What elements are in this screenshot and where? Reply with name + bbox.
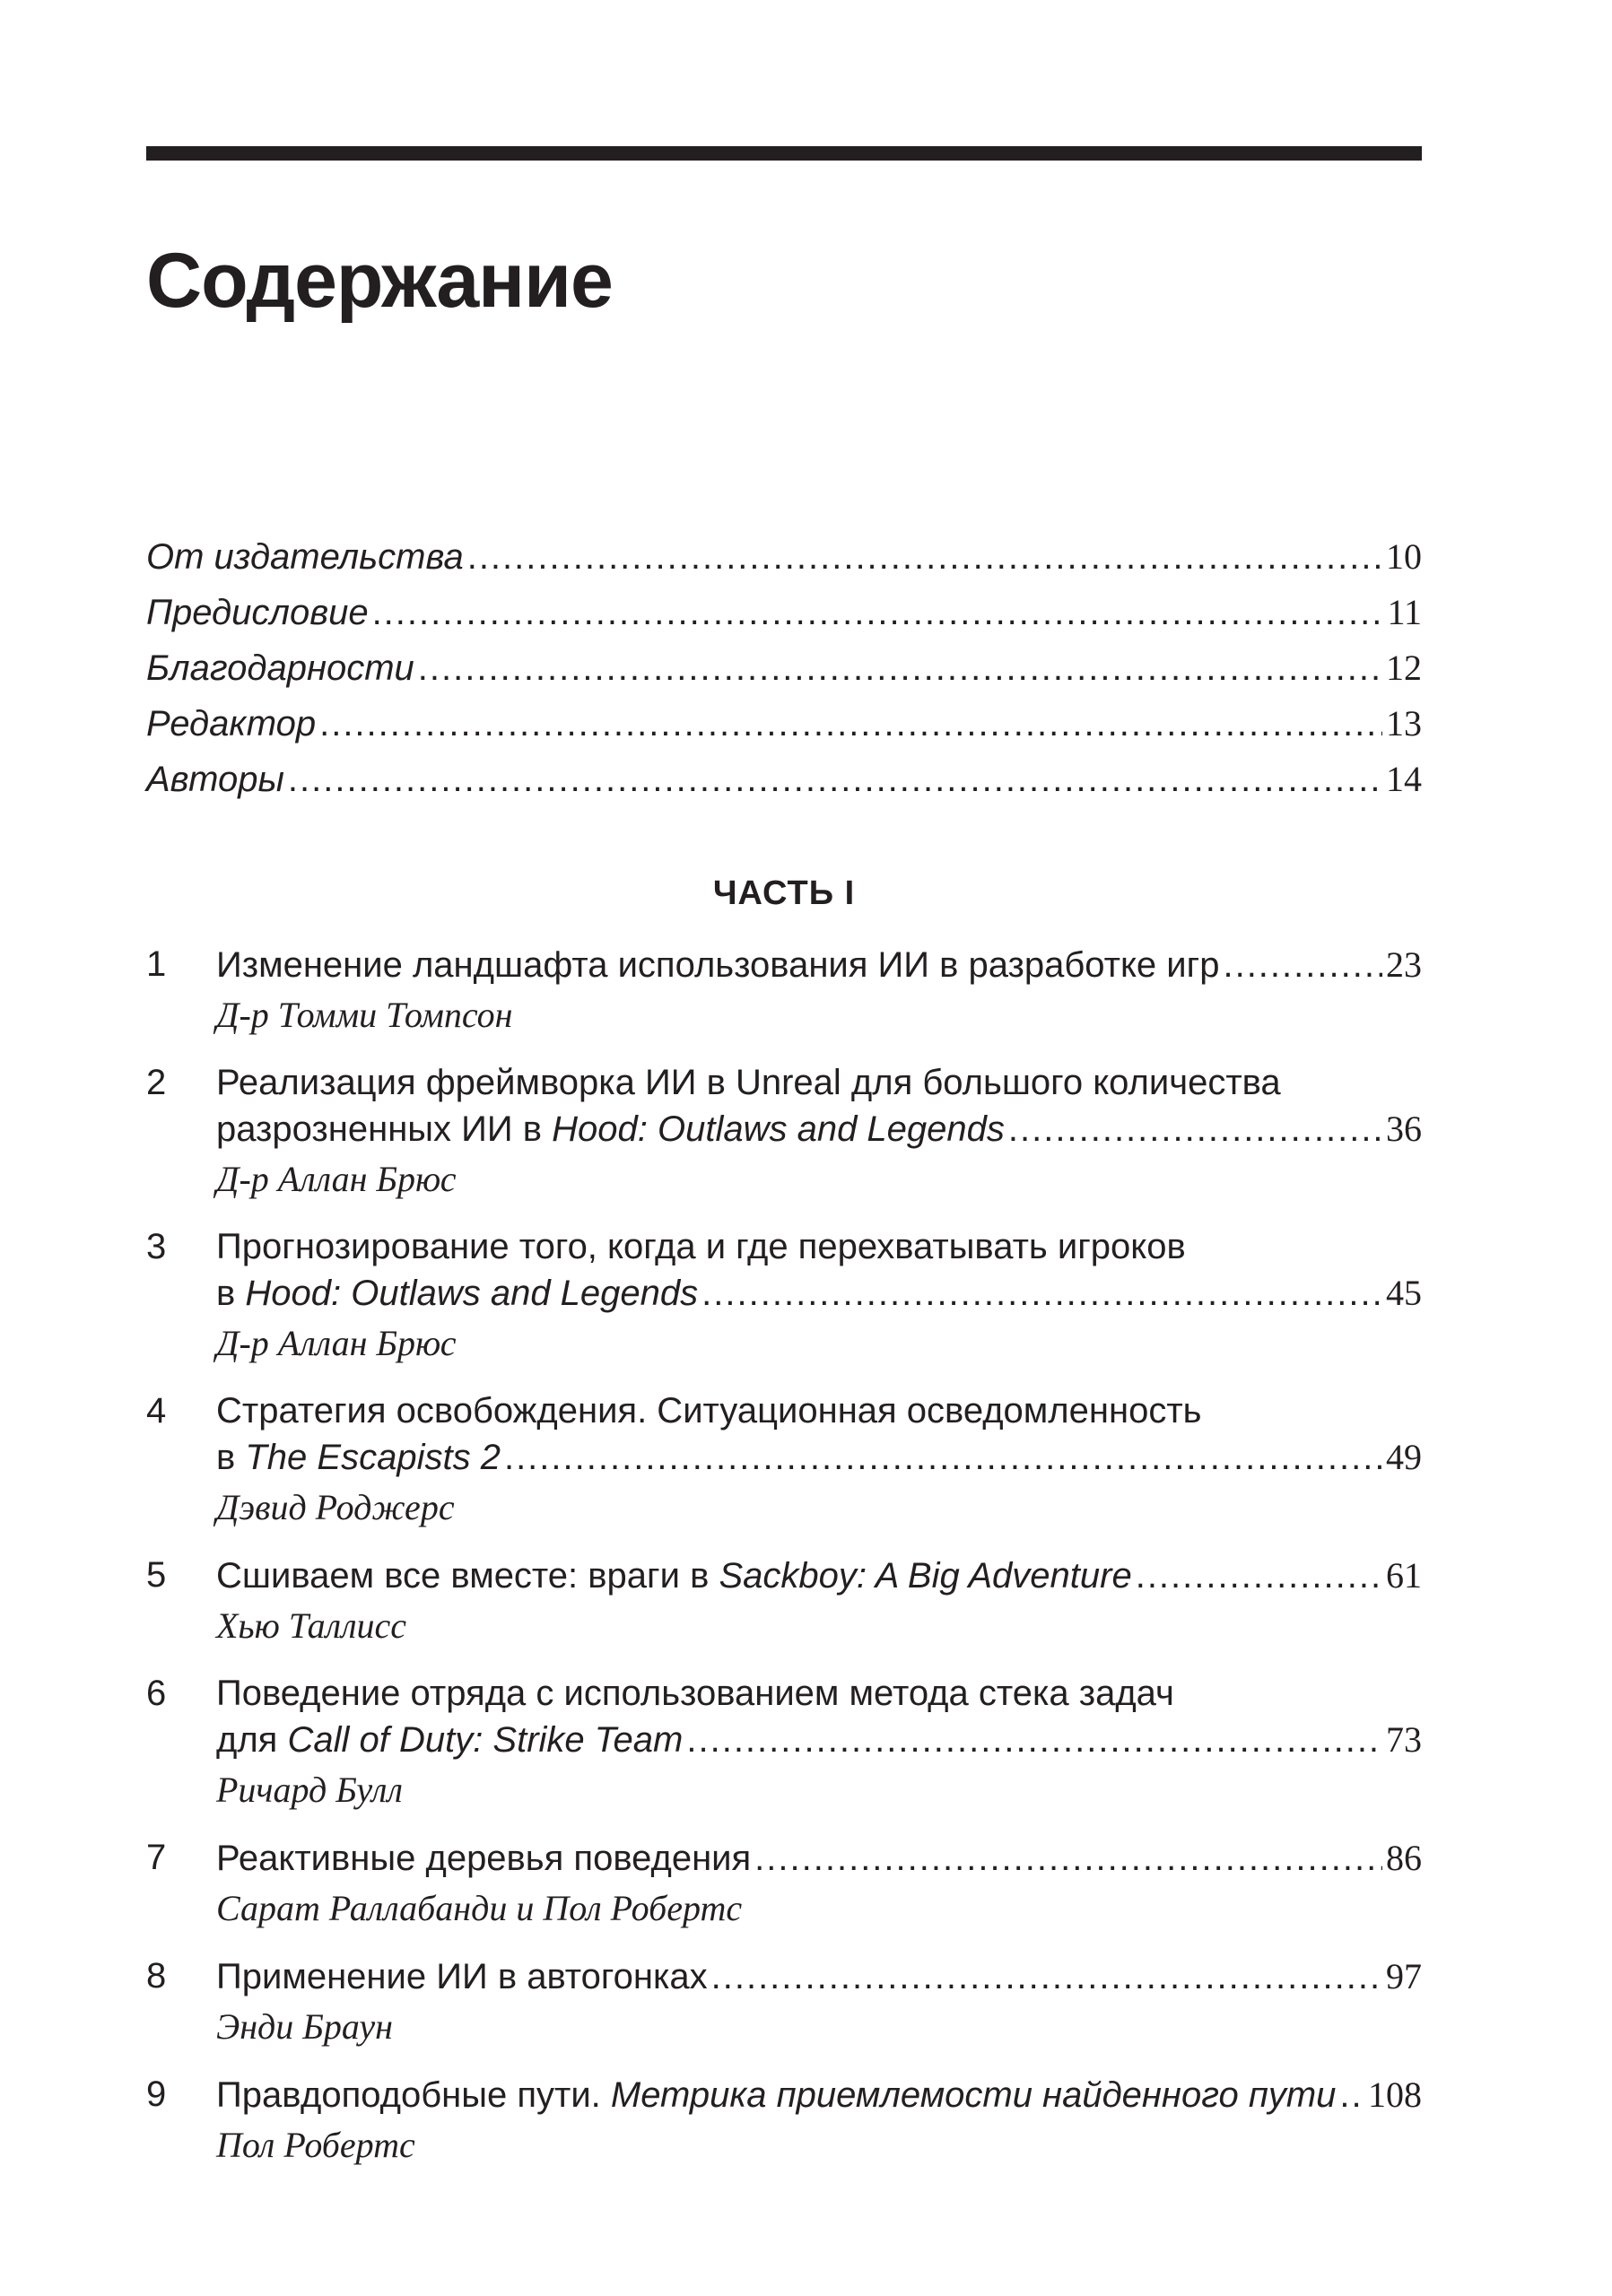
page-number: 86 (1386, 1838, 1422, 1878)
page-number: 61 (1386, 1555, 1422, 1596)
chapter-entry[interactable] (146, 1224, 1422, 1370)
chapter-title-line: Стратегия освобождения. Ситуационная осведомленность (216, 1391, 1202, 1431)
toc-entry[interactable] (146, 752, 1422, 807)
chapter-number: 4 (146, 1391, 167, 1431)
chapter-title: в (216, 1274, 246, 1313)
toc-entry[interactable] (146, 640, 1422, 696)
chapter-subtitle: Метрика приемлемости найденного пути (610, 2075, 1337, 2115)
chapter-title-line: Реализация фреймворка ИИ в Unreal для большого количества (216, 1063, 1281, 1102)
chapter-entry[interactable] (146, 2072, 1422, 2172)
chapter-number: 8 (146, 1956, 167, 1996)
chapter-author: Д-р Аллан Брюс (216, 1323, 457, 1363)
top-rule (146, 146, 1422, 161)
chapter-author: Дэвид Роджерс (216, 1487, 455, 1527)
dot-leader (686, 1718, 1382, 1763)
chapter-entry[interactable] (146, 1953, 1422, 2054)
page-number: 11 (1387, 592, 1422, 632)
chapter-author: Сарат Раллабанди и Пол Робертс (216, 1888, 743, 1928)
chapter-author: Д-р Аллан Брюс (216, 1159, 457, 1199)
chapter-author: Пол Робертс (216, 2125, 415, 2165)
page-number: 12 (1386, 648, 1422, 688)
dot-leader (1223, 943, 1382, 988)
page-title: Содержание (146, 238, 613, 324)
entry-label: От издательства (146, 537, 464, 577)
chapter-entry[interactable] (146, 1388, 1422, 1535)
chapter-author: Хью Таллисс (216, 1605, 407, 1646)
chapter-number: 2 (146, 1063, 167, 1102)
chapter-author: Ричард Булл (216, 1770, 403, 1810)
dot-leader (1008, 1107, 1382, 1152)
chapter-entry[interactable] (146, 1835, 1422, 1935)
toc-entry[interactable] (146, 529, 1422, 585)
page-number: 49 (1386, 1437, 1422, 1477)
page-number: 10 (1386, 536, 1422, 577)
entry-label: Авторы (146, 760, 284, 799)
toc-entry[interactable] (146, 696, 1422, 752)
dot-leader (701, 1271, 1382, 1317)
chapter-title-line: Поведение отряда с использованием метода стека задач (216, 1674, 1174, 1713)
dot-leader (1136, 1553, 1382, 1599)
chapter-title: Изменение ландшафта использования ИИ в разработке игр (216, 945, 1220, 985)
chapter-number: 6 (146, 1674, 167, 1713)
dot-leader (467, 529, 1382, 585)
entry-label: Редактор (146, 704, 317, 744)
game-title: Hood: Outlaws and Legends (245, 1274, 699, 1313)
chapter-entry[interactable] (146, 1552, 1422, 1653)
front-matter-list (146, 529, 1422, 807)
game-title: Call of Duty: Strike Team (287, 1720, 684, 1760)
dot-leader (504, 1435, 1382, 1481)
dot-leader (372, 585, 1384, 640)
chapter-number: 5 (146, 1555, 167, 1595)
game-title: Sackboy: A Big Adventure (719, 1556, 1132, 1596)
part-heading: ЧАСТЬ I (712, 874, 856, 912)
dot-leader (288, 752, 1382, 807)
chapter-title: для (216, 1720, 288, 1760)
chapter-title: разрозненных ИИ в (216, 1109, 553, 1149)
page-number: 73 (1386, 1719, 1422, 1760)
page-number: 23 (1386, 944, 1422, 985)
entry-label: Предисловие (146, 593, 369, 632)
page-number: 97 (1386, 1956, 1422, 1996)
chapter-title: Применение ИИ в автогонках (216, 1957, 708, 1996)
chapter-number: 1 (146, 944, 167, 984)
page-number: 108 (1368, 2074, 1422, 2115)
chapter-entry[interactable] (146, 1671, 1422, 1817)
chapter-number: 7 (146, 1838, 167, 1877)
chapter-title: в (216, 1438, 246, 1477)
game-title: Hood: Outlaws and Legends (552, 1109, 1005, 1149)
chapter-entry[interactable] (146, 942, 1422, 1042)
chapter-entry[interactable] (146, 1060, 1422, 1206)
game-title: The Escapists 2 (245, 1438, 501, 1477)
dot-leader (319, 696, 1382, 752)
entry-label: Благодарности (146, 648, 414, 688)
chapter-title: Сшиваем все вместе: враги в (216, 1556, 719, 1596)
page-number: 45 (1386, 1273, 1422, 1313)
page-number: 13 (1386, 703, 1422, 744)
toc-entry[interactable] (146, 585, 1422, 640)
page-number: 36 (1386, 1109, 1422, 1149)
dot-leader (418, 640, 1382, 696)
dot-leader (711, 1954, 1382, 2000)
page-number: 14 (1386, 759, 1422, 799)
chapter-author: Д-р Томми Томпсон (216, 995, 513, 1035)
chapter-list (146, 942, 1422, 2190)
chapter-title: Реактивные деревья поведения (216, 1839, 752, 1878)
chapter-author: Энди Браун (216, 2006, 393, 2047)
chapter-title-line: Прогнозирование того, когда и где перехватывать игроков (216, 1227, 1186, 1266)
dot-leader (1339, 2073, 1364, 2118)
chapter-title: Правдоподобные пути. (216, 2075, 611, 2115)
dot-leader (754, 1836, 1382, 1882)
chapter-number: 3 (146, 1227, 167, 1266)
chapter-number: 9 (146, 2074, 167, 2114)
